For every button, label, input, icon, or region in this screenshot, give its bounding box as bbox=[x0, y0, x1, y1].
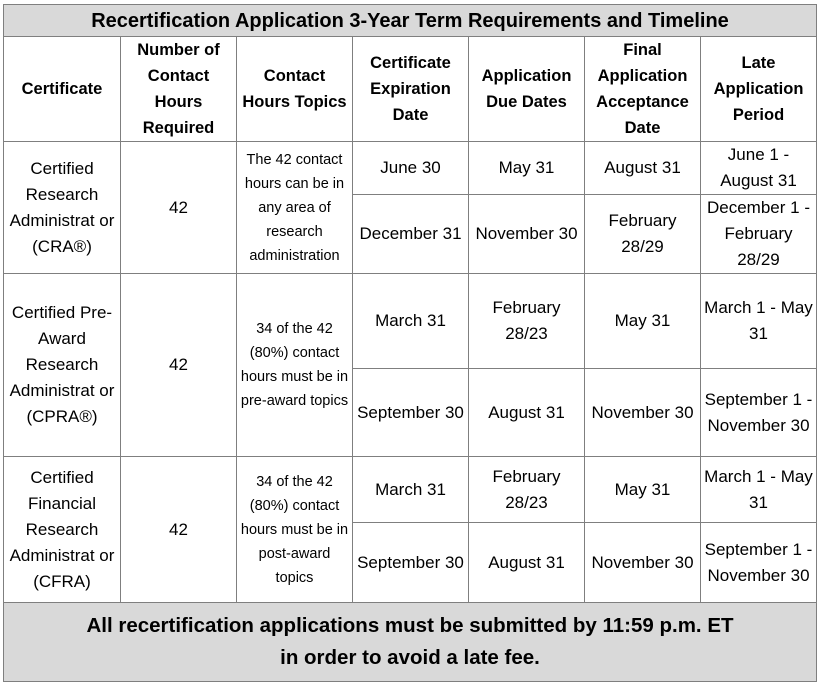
final-acceptance-date: November 30 bbox=[585, 523, 701, 603]
header-hours-required: Number of Contact Hours Required bbox=[121, 37, 237, 142]
expiration-date: September 30 bbox=[353, 523, 469, 603]
header-expiration: Certificate Expiration Date bbox=[353, 37, 469, 142]
late-period: March 1 - May 31 bbox=[701, 274, 817, 369]
late-period: March 1 - May 31 bbox=[701, 457, 817, 523]
final-acceptance-date: November 30 bbox=[585, 369, 701, 457]
header-late-period: Late Application Period bbox=[701, 37, 817, 142]
expiration-date: September 30 bbox=[353, 369, 469, 457]
hours-required: 42 bbox=[121, 142, 237, 274]
due-date: August 31 bbox=[469, 523, 585, 603]
due-date: August 31 bbox=[469, 369, 585, 457]
table-row bbox=[4, 274, 817, 369]
certificate-name: Certified Financial Research Administrat or (CFRA) bbox=[4, 457, 121, 603]
due-date: February 28/23 bbox=[469, 457, 585, 523]
due-date: May 31 bbox=[469, 142, 585, 195]
footer-row bbox=[4, 603, 817, 682]
certificate-name: Certified Research Administrat or (CRA®) bbox=[4, 142, 121, 274]
hours-required: 42 bbox=[121, 457, 237, 603]
late-period: December 1 - February 28/29 bbox=[701, 195, 817, 274]
footer-notice bbox=[4, 603, 817, 682]
due-date: November 30 bbox=[469, 195, 585, 274]
requirements-table bbox=[3, 4, 817, 682]
hours-topics: 34 of the 42 (80%) contact hours must be in post-award topics bbox=[237, 457, 353, 603]
header-certificate: Certificate bbox=[4, 37, 121, 142]
certificate-name: Certified Pre-Award Research Administrat or (CPRA®) bbox=[4, 274, 121, 457]
requirements-table-container bbox=[3, 4, 817, 682]
header-due-dates: Application Due Dates bbox=[469, 37, 585, 142]
expiration-date: March 31 bbox=[353, 457, 469, 523]
footer-line-1: All recertification applications must be submitted by 11:59 p.m. ET bbox=[86, 614, 734, 637]
footer-line-2: in order to avoid a late fee. bbox=[280, 646, 540, 669]
expiration-date: March 31 bbox=[353, 274, 469, 369]
expiration-date: December 31 bbox=[353, 195, 469, 274]
table-row bbox=[4, 457, 817, 523]
late-period: September 1 - November 30 bbox=[701, 523, 817, 603]
final-acceptance-date: August 31 bbox=[585, 142, 701, 195]
late-period: June 1 - August 31 bbox=[701, 142, 817, 195]
hours-required: 42 bbox=[121, 274, 237, 457]
late-period: September 1 - November 30 bbox=[701, 369, 817, 457]
table-title: Recertification Application 3-Year Term Requirements and Timeline bbox=[4, 5, 817, 37]
header-row bbox=[4, 37, 817, 142]
final-acceptance-date: May 31 bbox=[585, 457, 701, 523]
header-topics: Contact Hours Topics bbox=[237, 37, 353, 142]
hours-topics: 34 of the 42 (80%) contact hours must be in pre-award topics bbox=[237, 274, 353, 457]
due-date: February 28/23 bbox=[469, 274, 585, 369]
table-row bbox=[4, 142, 817, 195]
expiration-date: June 30 bbox=[353, 142, 469, 195]
header-final-acceptance: Final Application Acceptance Date bbox=[585, 37, 701, 142]
final-acceptance-date: May 31 bbox=[585, 274, 701, 369]
hours-topics: The 42 contact hours can be in any area of research administration bbox=[237, 142, 353, 274]
final-acceptance-date: February 28/29 bbox=[585, 195, 701, 274]
